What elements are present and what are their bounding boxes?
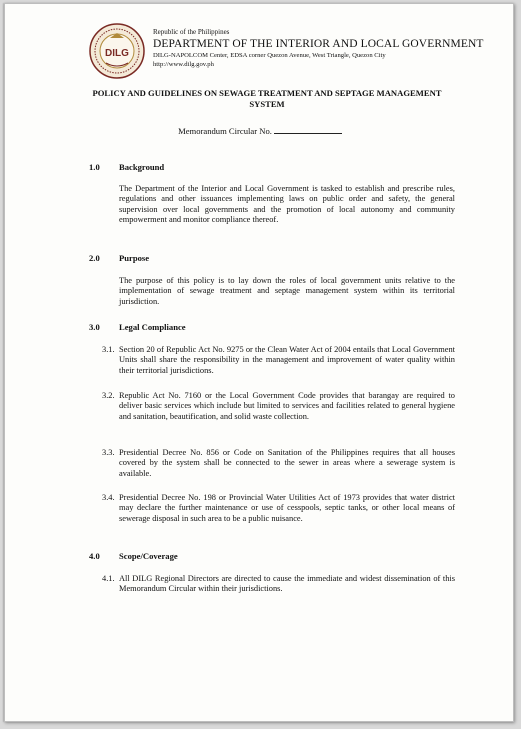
section-heading-background: 1.0 Background: [89, 162, 165, 172]
memorandum-circular-line: [5, 125, 515, 136]
section-text-purpose: The purpose of this policy is to lay down the roles of local government units relative to the implementation of sewage treatment and septage management system within its territorial jurisdiction.: [119, 276, 455, 306]
list-item: 3.4. Presidential Decree No. 198 or Provincial Water Utilities Act of 1973 provides that water district may declare the further maintenance or use of cesspools, septic tanks, or other local means of sewerage disposal in such area to be a public nuisance.: [102, 493, 455, 523]
memo-number-blank: [274, 125, 342, 134]
department-url[interactable]: http://www.dilg.gov.ph: [153, 61, 214, 68]
letterhead: [153, 28, 483, 69]
department-address: DILG-NAPOLCOM Center, EDSA corner Quezon Avenue, West Triangle, Quezon City: [153, 52, 386, 59]
document-page: [4, 3, 514, 722]
dilg-seal-logo: [89, 23, 145, 79]
memo-label: Memorandum Circular No.: [178, 126, 272, 136]
list-item: 3.1. Section 20 of Republic Act No. 9275 or the Clean Water Act of 2004 entails that Local Government Units shall share the responsibility in the management and improvement of water quality within their territorial jurisdictions.: [102, 345, 455, 375]
section-heading-scope-coverage: 4.0 Scope/Coverage: [89, 551, 178, 561]
list-item: 3.3. Presidential Decree No. 856 or Code on Sanitation of the Philippines requires that all houses covered by the system shall be connected to the sewer in areas where a sewerage system is available.: [102, 448, 455, 478]
section-heading-legal-compliance: 3.0 Legal Compliance: [89, 322, 186, 332]
document-title: POLICY AND GUIDELINES ON SEWAGE TREATMENT AND SEPTAGE MANAGEMENT SYSTEM: [92, 88, 442, 109]
republic-line: Republic of the Philippines: [153, 28, 230, 36]
list-item: 3.2. Republic Act No. 7160 or the Local Government Code provides that barangay are required to deliver basic services which include but limited to services and facilities related to general hygiene and sanitation, beautification, and solid waste collection.: [102, 391, 455, 421]
section-heading-purpose: 2.0 Purpose: [89, 253, 150, 263]
department-name: DEPARTMENT OF THE INTERIOR AND LOCAL GOVERNMENT: [153, 38, 484, 50]
section-text-background: The Department of the Interior and Local Government is tasked to establish and prescribe rules, regulations and other issuances implementing laws on public order and safety, the general supervision over local governments and the promotion of local autonomy and community empowerment and monitor compliance thereof.: [119, 184, 455, 225]
list-item: 4.1. All DILG Regional Directors are directed to cause the immediate and widest dissemination of this Memorandum Circular within their jurisdictions.: [102, 574, 455, 594]
svg-text:DILG: DILG: [105, 48, 129, 59]
